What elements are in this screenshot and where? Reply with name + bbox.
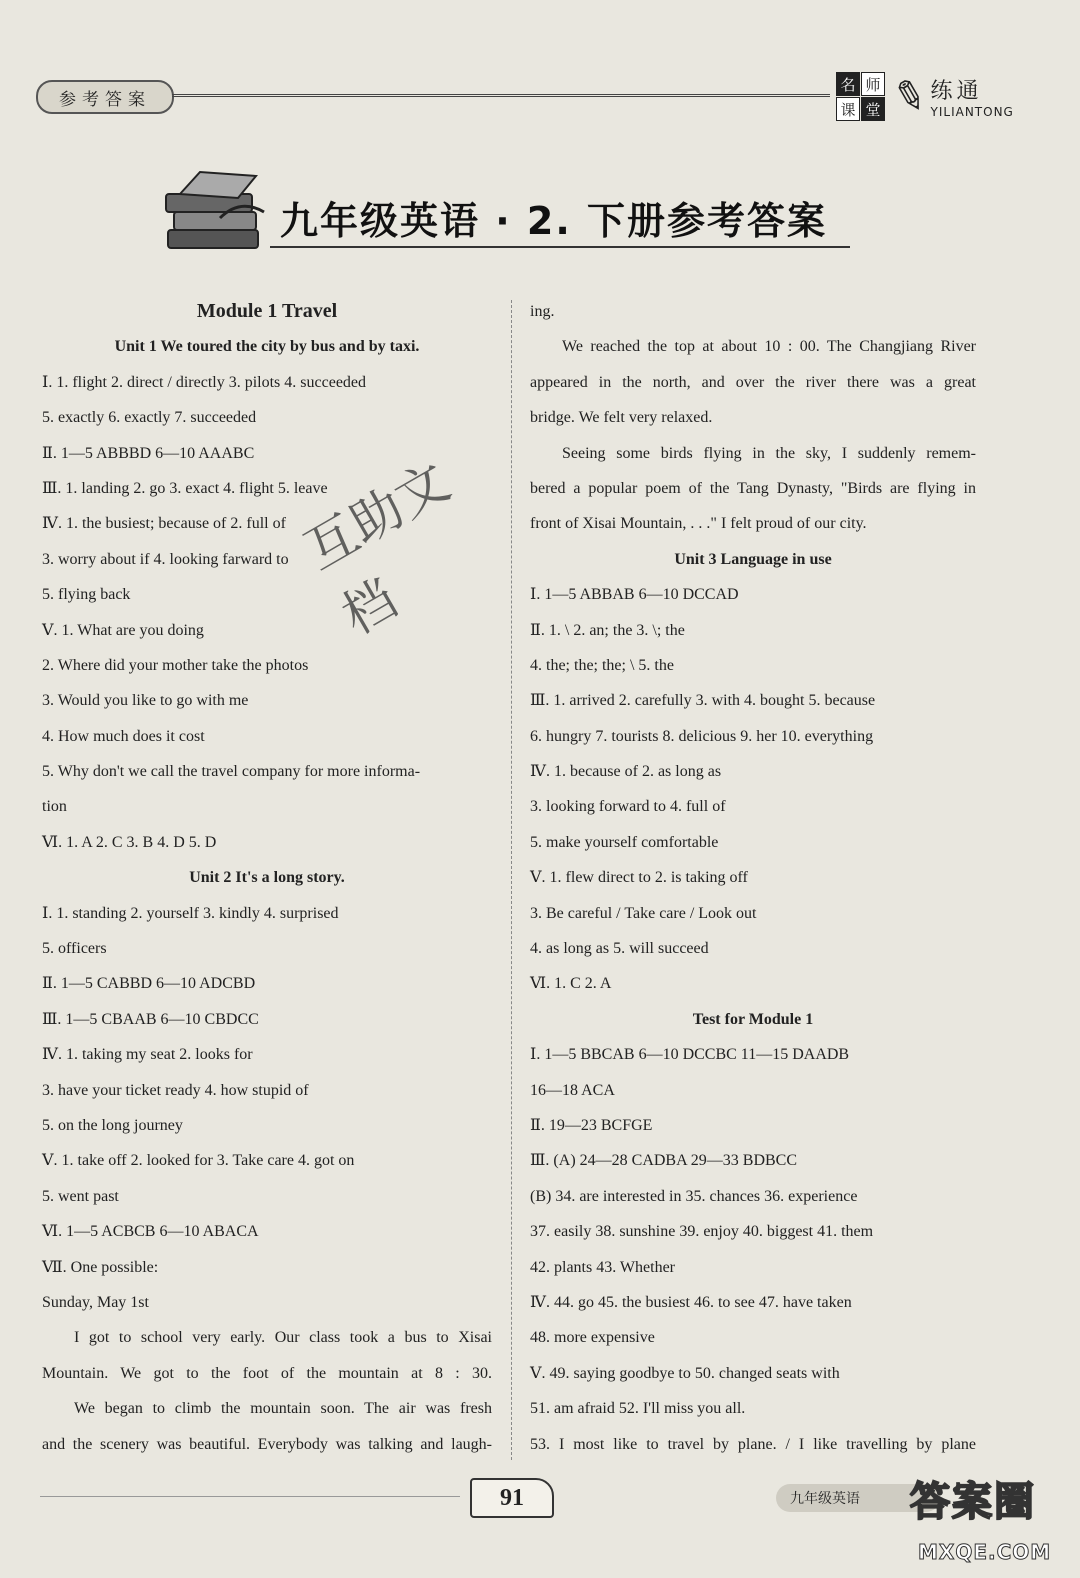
answer-line: Ⅱ. 1—5 CABBD 6—10 ADCBD xyxy=(42,975,256,993)
answer-line: Ⅴ. 1. take off 2. looked for 3. Take care 4. got on xyxy=(42,1152,355,1170)
answer-line: Ⅰ. 1. flight 2. direct / directly 3. pilots 4. succeeded xyxy=(42,373,367,391)
answer-line: We reached the top at about 10 : 00. The Changjiang River xyxy=(562,338,976,356)
pen-icon: ✎ xyxy=(887,70,932,123)
brand-char-4: 堂 xyxy=(861,97,885,121)
answer-line: 48. more expensive xyxy=(530,1329,655,1347)
answer-line: (B) 34. are interested in 35. chances 36. experience xyxy=(530,1187,858,1205)
answer-line: Ⅲ. 1. arrived 2. carefully 3. with 4. bought 5. because xyxy=(530,692,876,710)
answer-line: 16—18 ACA xyxy=(530,1081,615,1099)
answer-line: Seeing some birds flying in the sky, I suddenly remem- xyxy=(562,444,976,462)
answer-line: Sunday, May 1st xyxy=(42,1293,149,1311)
answer-line: Test for Module 1 xyxy=(692,1010,814,1028)
answer-line: tion xyxy=(42,798,67,816)
page-title: 九年级英语 · 2. 下册参考答案 xyxy=(280,199,828,243)
answer-line: 2. Where did your mother take the photos xyxy=(42,656,309,674)
brand-text xyxy=(931,74,1014,119)
answer-line: Ⅲ. 1. landing 2. go 3. exact 4. flight 5. leave xyxy=(42,479,328,497)
answer-line: ing. xyxy=(530,303,555,320)
brand-name: 练通 xyxy=(930,79,983,104)
title-rule xyxy=(270,246,850,248)
answer-line: Ⅴ. 49. saying goodbye to 50. changed seats with xyxy=(530,1364,840,1382)
answer-line: front of Xisai Mountain, . . ." I felt proud of our city. xyxy=(530,515,867,533)
header-rule xyxy=(172,94,830,97)
answer-line: Ⅳ. 1. the busiest; because of 2. full of xyxy=(42,515,286,533)
answer-line: Ⅵ. 1. C 2. A xyxy=(530,975,612,993)
answer-line: bridge. We felt very relaxed. xyxy=(530,409,713,427)
answer-line: 5. Why don't we call the travel company for more informa- xyxy=(42,763,421,781)
answer-line: appeared in the north, and over the river there was a great xyxy=(530,373,976,391)
answer-line: 4. as long as 5. will succeed xyxy=(530,940,709,958)
answer-line: Unit 3 Language in use xyxy=(674,550,832,568)
answer-line: Ⅰ. 1—5 BBCAB 6—10 DCCBC 11—15 DAADB xyxy=(530,1046,850,1064)
brand-char-1: 名 xyxy=(836,72,860,96)
answer-line: Ⅰ. 1. standing 2. yourself 3. kindly 4. surprised xyxy=(42,904,339,922)
answer-line: Ⅴ. 1. flew direct to 2. is taking off xyxy=(530,869,748,887)
answer-line: Ⅲ. 1—5 CBAAB 6—10 CBDCC xyxy=(42,1010,259,1028)
answer-line: Ⅱ. 1. \ 2. an; the 3. \; the xyxy=(530,621,685,639)
answer-line: 42. plants 43. Whether xyxy=(530,1258,676,1276)
brand-en: YILIANTONG xyxy=(930,105,1014,119)
answer-line: I got to school very early. Our class took a bus to Xisai xyxy=(74,1329,492,1347)
answer-line: Ⅱ. 19—23 BCFGE xyxy=(530,1116,653,1134)
answer-line: 5. went past xyxy=(42,1187,119,1205)
footer-rule xyxy=(40,1496,460,1497)
answer-line: 53. I most like to travel by plane. / I like travelling by plane xyxy=(530,1435,976,1453)
answer-line: Ⅴ. 1. What are you doing xyxy=(42,621,204,639)
answer-line: 37. easily 38. sunshine 39. enjoy 40. biggest 41. them xyxy=(530,1223,874,1241)
answer-line: 3. looking forward to 4. full of xyxy=(530,798,726,816)
answer-line: Ⅳ. 1. because of 2. as long as xyxy=(530,763,722,781)
answer-line: bered a popular poem of the Tang Dynasty, "Birds are flying in xyxy=(530,479,976,497)
answer-line: Module 1 Travel xyxy=(196,300,338,322)
footer-label: 九年级英语 xyxy=(776,1484,940,1512)
handwritten-watermark: 互助文档 xyxy=(294,451,460,647)
brand-char-3: 课 xyxy=(836,97,860,121)
answer-line: Unit 1 We toured the city by bus and by taxi. xyxy=(114,338,420,356)
right-column xyxy=(530,294,976,1462)
answer-line: Ⅲ. (A) 24—28 CADBA 29—33 BDBCC xyxy=(530,1152,798,1170)
brand-grid xyxy=(836,72,885,121)
answer-line: 5. make yourself comfortable xyxy=(530,833,719,851)
answer-line: Mountain. We got to the foot of the mountain at 8 : 30. xyxy=(42,1364,492,1382)
answer-line: 3. worry about if 4. looking farward to xyxy=(42,550,289,568)
reference-answer-badge: 参考答案 xyxy=(36,80,174,114)
answer-line: 3. Be careful / Take care / Look out xyxy=(530,904,757,922)
answer-line: and the scenery was beautiful. Everybody was talking and laugh- xyxy=(42,1435,492,1453)
answer-line: 5. on the long journey xyxy=(42,1116,183,1134)
answer-line: 5. flying back xyxy=(42,586,131,604)
books-icon xyxy=(160,168,270,258)
answer-line: Ⅳ. 1. taking my seat 2. looks for xyxy=(42,1046,253,1064)
answer-line: Ⅱ. 1—5 ABBBD 6—10 AAABC xyxy=(42,444,255,462)
answer-line: Ⅵ. 1—5 ACBCB 6—10 ABACA xyxy=(42,1223,259,1241)
site-stamp: 答案圈 xyxy=(910,1479,1036,1525)
answer-line: Ⅳ. 44. go 45. the busiest 46. to see 47. have taken xyxy=(530,1293,852,1311)
answer-line: 6. hungry 7. tourists 8. delicious 9. her 10. everything xyxy=(530,727,874,745)
brand-char-2: 师 xyxy=(861,72,885,96)
answer-line: 5. exactly 6. exactly 7. succeeded xyxy=(42,409,257,427)
answer-line: Ⅶ. One possible: xyxy=(42,1258,159,1276)
answer-line: 51. am afraid 52. I'll miss you all. xyxy=(530,1400,746,1418)
brand-logo xyxy=(836,72,1014,121)
answer-line: 5. officers xyxy=(42,940,107,958)
answer-line: We began to climb the mountain soon. The air was fresh xyxy=(74,1400,492,1418)
answer-line: Unit 2 It's a long story. xyxy=(189,869,345,887)
page-number: 91 xyxy=(470,1478,554,1518)
answer-line: Ⅰ. 1—5 ABBAB 6—10 DCCAD xyxy=(530,586,739,604)
column-divider xyxy=(511,300,512,1460)
answer-line: 3. Would you like to go with me xyxy=(42,692,249,710)
answer-line: 4. the; the; the; \ 5. the xyxy=(530,656,674,674)
site-stamp-url: MXQE.COM xyxy=(918,1540,1052,1564)
answer-line: Ⅵ. 1. A 2. C 3. B 4. D 5. D xyxy=(42,833,217,851)
answer-line: 3. have your ticket ready 4. how stupid of xyxy=(42,1081,309,1099)
answer-line: 4. How much does it cost xyxy=(42,727,205,745)
